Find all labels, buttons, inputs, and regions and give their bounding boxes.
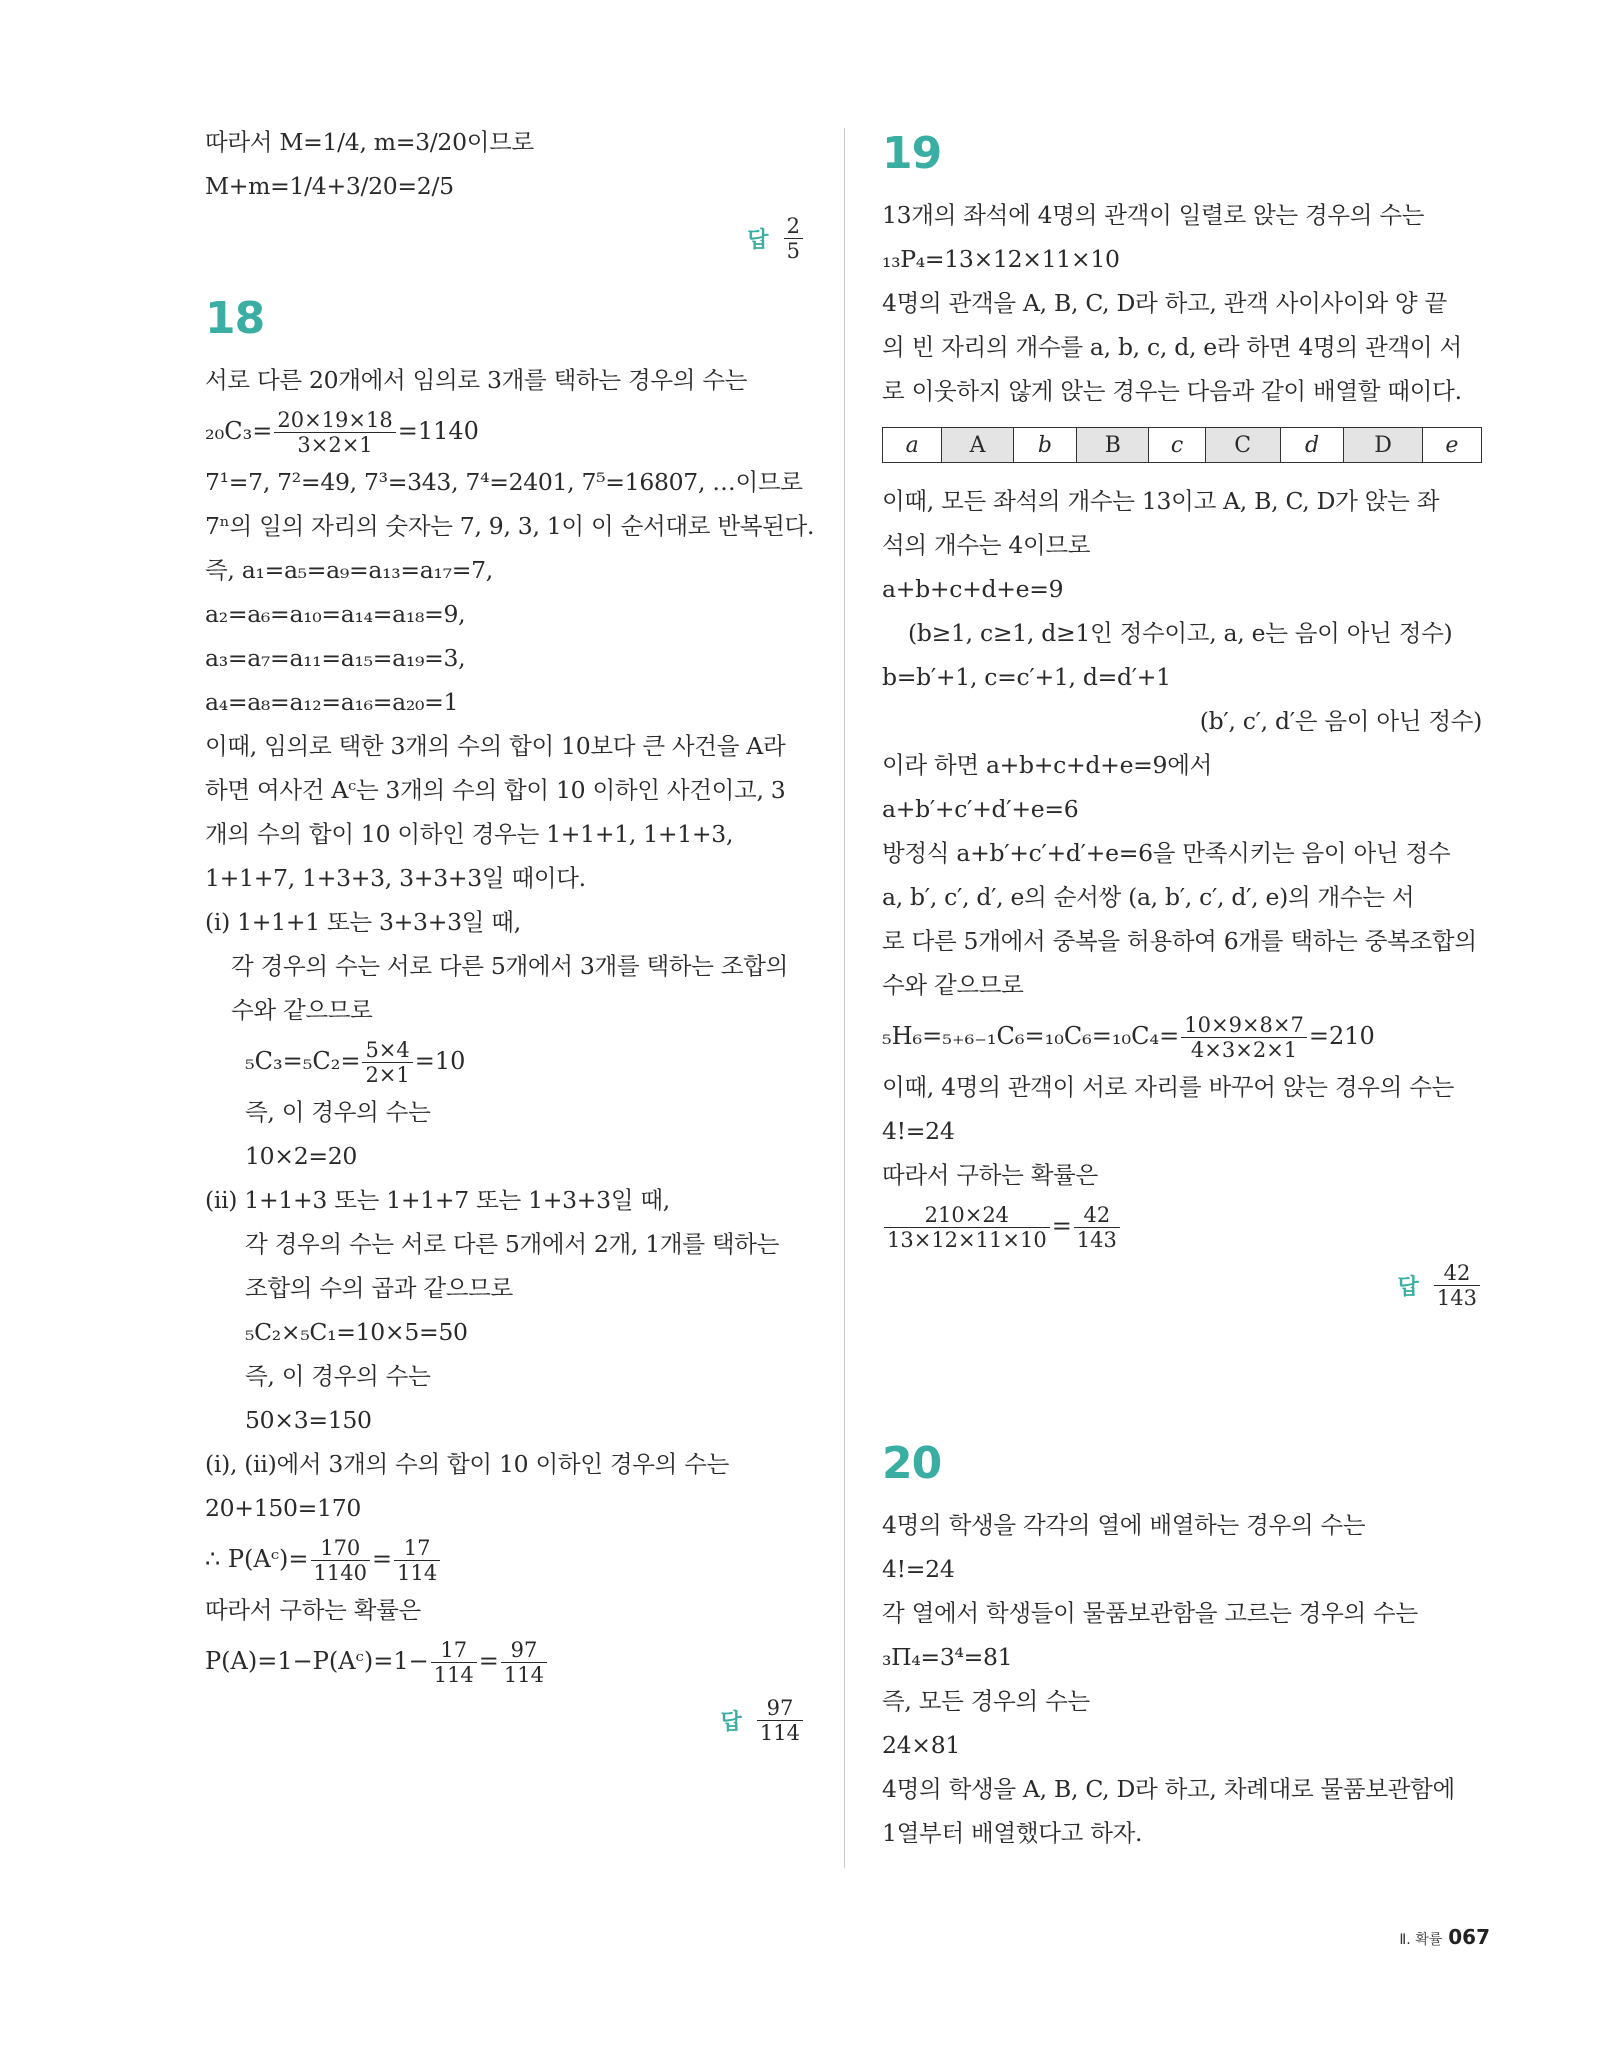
answer-fraction — [757, 1696, 803, 1745]
text-line: 수와 같으므로 — [231, 996, 373, 1024]
text-line: 7ⁿ의 일의 자리의 숫자는 7, 9, 3, 1이 이 순서대로 반복된다. — [205, 512, 815, 540]
seat-cell: e — [1422, 428, 1481, 463]
text-line: 따라서 M=1/4, m=3/20이므로 — [205, 128, 534, 156]
case-heading: (ii) 1+1+3 또는 1+1+7 또는 1+3+3일 때, — [205, 1186, 670, 1214]
answer-19 — [882, 1261, 1482, 1310]
text-line: 각 경우의 수는 서로 다른 5개에서 3개를 택하는 조합의 — [231, 952, 789, 980]
denominator: 143 — [1076, 1228, 1117, 1252]
seat-cell: D — [1344, 428, 1423, 463]
fraction — [1181, 1013, 1307, 1062]
right-column — [882, 120, 1482, 1855]
fraction — [274, 408, 395, 457]
fraction — [394, 1536, 440, 1585]
eq-mid: = — [1051, 1212, 1072, 1240]
equation-line: M+m=1/4+3/20=2/5 — [205, 172, 454, 200]
text-line: 24×81 — [882, 1731, 960, 1759]
text-line: 4!=24 — [882, 1555, 955, 1583]
seat-row — [883, 428, 1482, 463]
text-line: a+b′+c′+d′+e=6 — [882, 795, 1079, 823]
page-footer — [1380, 1925, 1490, 1949]
fraction — [884, 1203, 1050, 1252]
denominator: 4×3×2×1 — [1190, 1038, 1298, 1062]
text-line: (b≥1, c≥1, d≥1인 정수이고, a, e는 음이 아닌 정수) — [908, 619, 1453, 647]
text-line: 각 경우의 수는 서로 다른 5개에서 2개, 1개를 택하는 — [245, 1230, 780, 1258]
text-line: 50×3=150 — [245, 1406, 372, 1434]
eq-mid: = — [478, 1647, 499, 1675]
text-line: 7¹=7, 7²=49, 7³=343, 7⁴=2401, 7⁵=16807, …이므로 — [205, 468, 803, 496]
eq-rhs: =10 — [414, 1047, 466, 1075]
seat-cell: b — [1013, 428, 1077, 463]
fraction — [311, 1536, 370, 1585]
text-line: 즉, a₁=a₅=a₉=a₁₃=a₁₇=7, — [205, 556, 493, 584]
text-line: 1+1+7, 1+3+3, 3+3+3일 때이다. — [205, 864, 586, 892]
text-line: b=b′+1, c=c′+1, d=d′+1 — [882, 663, 1171, 691]
numerator: 97 — [757, 1696, 803, 1721]
text-line: 서로 다른 20개에서 임의로 3개를 택하는 경우의 수는 — [205, 366, 748, 394]
equation-combination — [205, 402, 805, 460]
equation-repeated-combination — [882, 1007, 1482, 1065]
numerator: 42 — [1434, 1261, 1480, 1286]
eq-lhs: P(A)=1−P(Aᶜ)=1− — [205, 1647, 429, 1675]
text-line: 즉, 이 경우의 수는 — [245, 1362, 431, 1390]
eq-rhs: =1140 — [397, 417, 479, 445]
text-line: ₅C₂×₅C₁=10×5=50 — [245, 1318, 468, 1346]
text-line: 1열부터 배열했다고 하자. — [882, 1819, 1143, 1847]
text-line: 로 이웃하지 않게 앉는 경우는 다음과 같이 배열할 때이다. — [882, 377, 1462, 405]
text-line: 4!=24 — [882, 1117, 955, 1145]
denominator: 3×2×1 — [297, 433, 373, 457]
fraction — [362, 1038, 412, 1087]
text-line: 4명의 학생을 각각의 열에 배열하는 경우의 수는 — [882, 1511, 1366, 1539]
text-line: ₁₃P₄=13×12×11×10 — [882, 245, 1120, 273]
numerator: 170 — [311, 1536, 370, 1561]
eq-mid: = — [371, 1545, 393, 1573]
text-line: 방정식 a+b′+c′+d′+e=6을 만족시키는 음이 아닌 정수 — [882, 839, 1451, 867]
text-line: 따라서 구하는 확률은 — [205, 1596, 421, 1624]
case-heading: (i) 1+1+1 또는 3+3+3일 때, — [205, 908, 521, 936]
answer-fraction — [784, 214, 803, 263]
numerator: 210×24 — [884, 1203, 1050, 1228]
problem-number-18: 18 — [205, 293, 265, 344]
seat-cell: A — [942, 428, 1013, 463]
text-line: 이라 하면 a+b+c+d+e=9에서 — [882, 751, 1213, 779]
text-line: 이때, 임의로 택한 3개의 수의 합이 10보다 큰 사건을 A라 — [205, 732, 786, 760]
eq-lhs: ₅H₆=₅₊₆₋₁C₆=₁₀C₆=₁₀C₄= — [882, 1022, 1180, 1050]
seat-cell: C — [1205, 428, 1280, 463]
text-line: 수와 같으므로 — [882, 971, 1024, 999]
chapter-label: Ⅱ. 확률 — [1399, 1932, 1443, 1948]
text-line: 하면 여사건 Aᶜ는 3개의 수의 합이 10 이하인 사건이고, 3 — [205, 776, 786, 804]
text-line: 이때, 4명의 관객이 서로 자리를 바꾸어 앉는 경우의 수는 — [882, 1073, 1455, 1101]
answer-18 — [205, 1696, 805, 1745]
seat-cell: c — [1149, 428, 1205, 463]
equation-complement — [205, 1530, 805, 1588]
text-line: a₃=a₇=a₁₁=a₁₅=a₁₉=3, — [205, 644, 466, 672]
text-line: a, b′, c′, d′, e의 순서쌍 (a, b′, c′, d′, e)의 개수는 서 — [882, 883, 1415, 911]
numerator: 10×9×8×7 — [1181, 1013, 1307, 1038]
seat-cell: d — [1280, 428, 1344, 463]
column-divider — [844, 128, 845, 1868]
text-line: (b′, c′, d′은 음이 아닌 정수) — [1199, 707, 1482, 735]
text-line: a+b+c+d+e=9 — [882, 575, 1064, 603]
eq-rhs: =210 — [1308, 1022, 1375, 1050]
numerator: 97 — [501, 1638, 547, 1663]
seat-cell: a — [883, 428, 942, 463]
denominator: 114 — [503, 1663, 544, 1687]
answer-label: 답 — [1397, 1275, 1419, 1300]
text-line: 의 빈 자리의 개수를 a, b, c, d, e라 하면 4명의 관객이 서 — [882, 333, 1462, 361]
text-line: 10×2=20 — [245, 1142, 358, 1170]
denominator: 114 — [759, 1721, 800, 1745]
text-line: 즉, 모든 경우의 수는 — [882, 1687, 1090, 1715]
eq-lhs: ₅C₃=₅C₂= — [245, 1047, 361, 1075]
text-line: 각 열에서 학생들이 물품보관함을 고르는 경우의 수는 — [882, 1599, 1418, 1627]
numerator: 2 — [784, 214, 803, 239]
spacer — [882, 1340, 1482, 1430]
problem-number-19: 19 — [882, 128, 942, 179]
numerator: 42 — [1074, 1203, 1120, 1228]
denominator: 2×1 — [365, 1063, 410, 1087]
numerator: 17 — [394, 1536, 440, 1561]
text-line: 석의 개수는 4이므로 — [882, 531, 1091, 559]
text-line: 20+150=170 — [205, 1494, 361, 1522]
text-line: 따라서 구하는 확률은 — [882, 1161, 1098, 1189]
fraction — [1074, 1203, 1120, 1252]
text-line: 4명의 관객을 A, B, C, D라 하고, 관객 사이사이와 양 끝 — [882, 289, 1447, 317]
answer-label: 답 — [720, 1710, 742, 1735]
fraction — [431, 1638, 477, 1687]
problem-number-20: 20 — [882, 1438, 942, 1489]
text-line: 이때, 모든 좌석의 개수는 13이고 A, B, C, D가 앉는 좌 — [882, 487, 1440, 515]
page-number: 067 — [1448, 1925, 1490, 1949]
eq-lhs: ₂₀C₃= — [205, 417, 273, 445]
denominator: 1140 — [313, 1561, 367, 1585]
seat-arrangement-table — [882, 427, 1482, 463]
text-line: (i), (ii)에서 3개의 수의 합이 10 이하인 경우의 수는 — [205, 1450, 730, 1478]
fraction — [501, 1638, 547, 1687]
denominator: 114 — [397, 1561, 438, 1585]
equation-probability — [882, 1197, 1482, 1255]
denominator: 143 — [1436, 1286, 1477, 1310]
text-line: a₂=a₆=a₁₀=a₁₄=a₁₈=9, — [205, 600, 466, 628]
denominator: 114 — [433, 1663, 474, 1687]
equation-case1 — [205, 1032, 805, 1090]
numerator: 5×4 — [362, 1038, 412, 1063]
text-line: 13개의 좌석에 4명의 관객이 일렬로 앉는 경우의 수는 — [882, 201, 1425, 229]
answer-label: 답 — [747, 228, 769, 253]
text-line: 조합의 수의 곱과 같으므로 — [245, 1274, 513, 1302]
numerator: 17 — [431, 1638, 477, 1663]
denominator: 5 — [786, 239, 800, 263]
numerator: 20×19×18 — [274, 408, 395, 433]
text-line: 개의 수의 합이 10 이하인 경우는 1+1+1, 1+1+3, — [205, 820, 734, 848]
seat-cell: B — [1077, 428, 1149, 463]
text-line: ₃Π₄=3⁴=81 — [882, 1643, 1013, 1671]
text-line: 로 다른 5개에서 중복을 허용하여 6개를 택하는 중복조합의 — [882, 927, 1477, 955]
eq-lhs: ∴ P(Aᶜ)= — [205, 1545, 309, 1573]
text-line: 4명의 학생을 A, B, C, D라 하고, 차례대로 물품보관함에 — [882, 1775, 1455, 1803]
text-line: 즉, 이 경우의 수는 — [245, 1098, 431, 1126]
text-line: a₄=a₈=a₁₂=a₁₆=a₂₀=1 — [205, 688, 459, 716]
denominator: 13×12×11×10 — [887, 1228, 1047, 1252]
answer-fraction — [1434, 1261, 1480, 1310]
answer-17 — [205, 214, 805, 263]
left-column — [205, 120, 815, 1775]
equation-probability — [205, 1632, 805, 1690]
